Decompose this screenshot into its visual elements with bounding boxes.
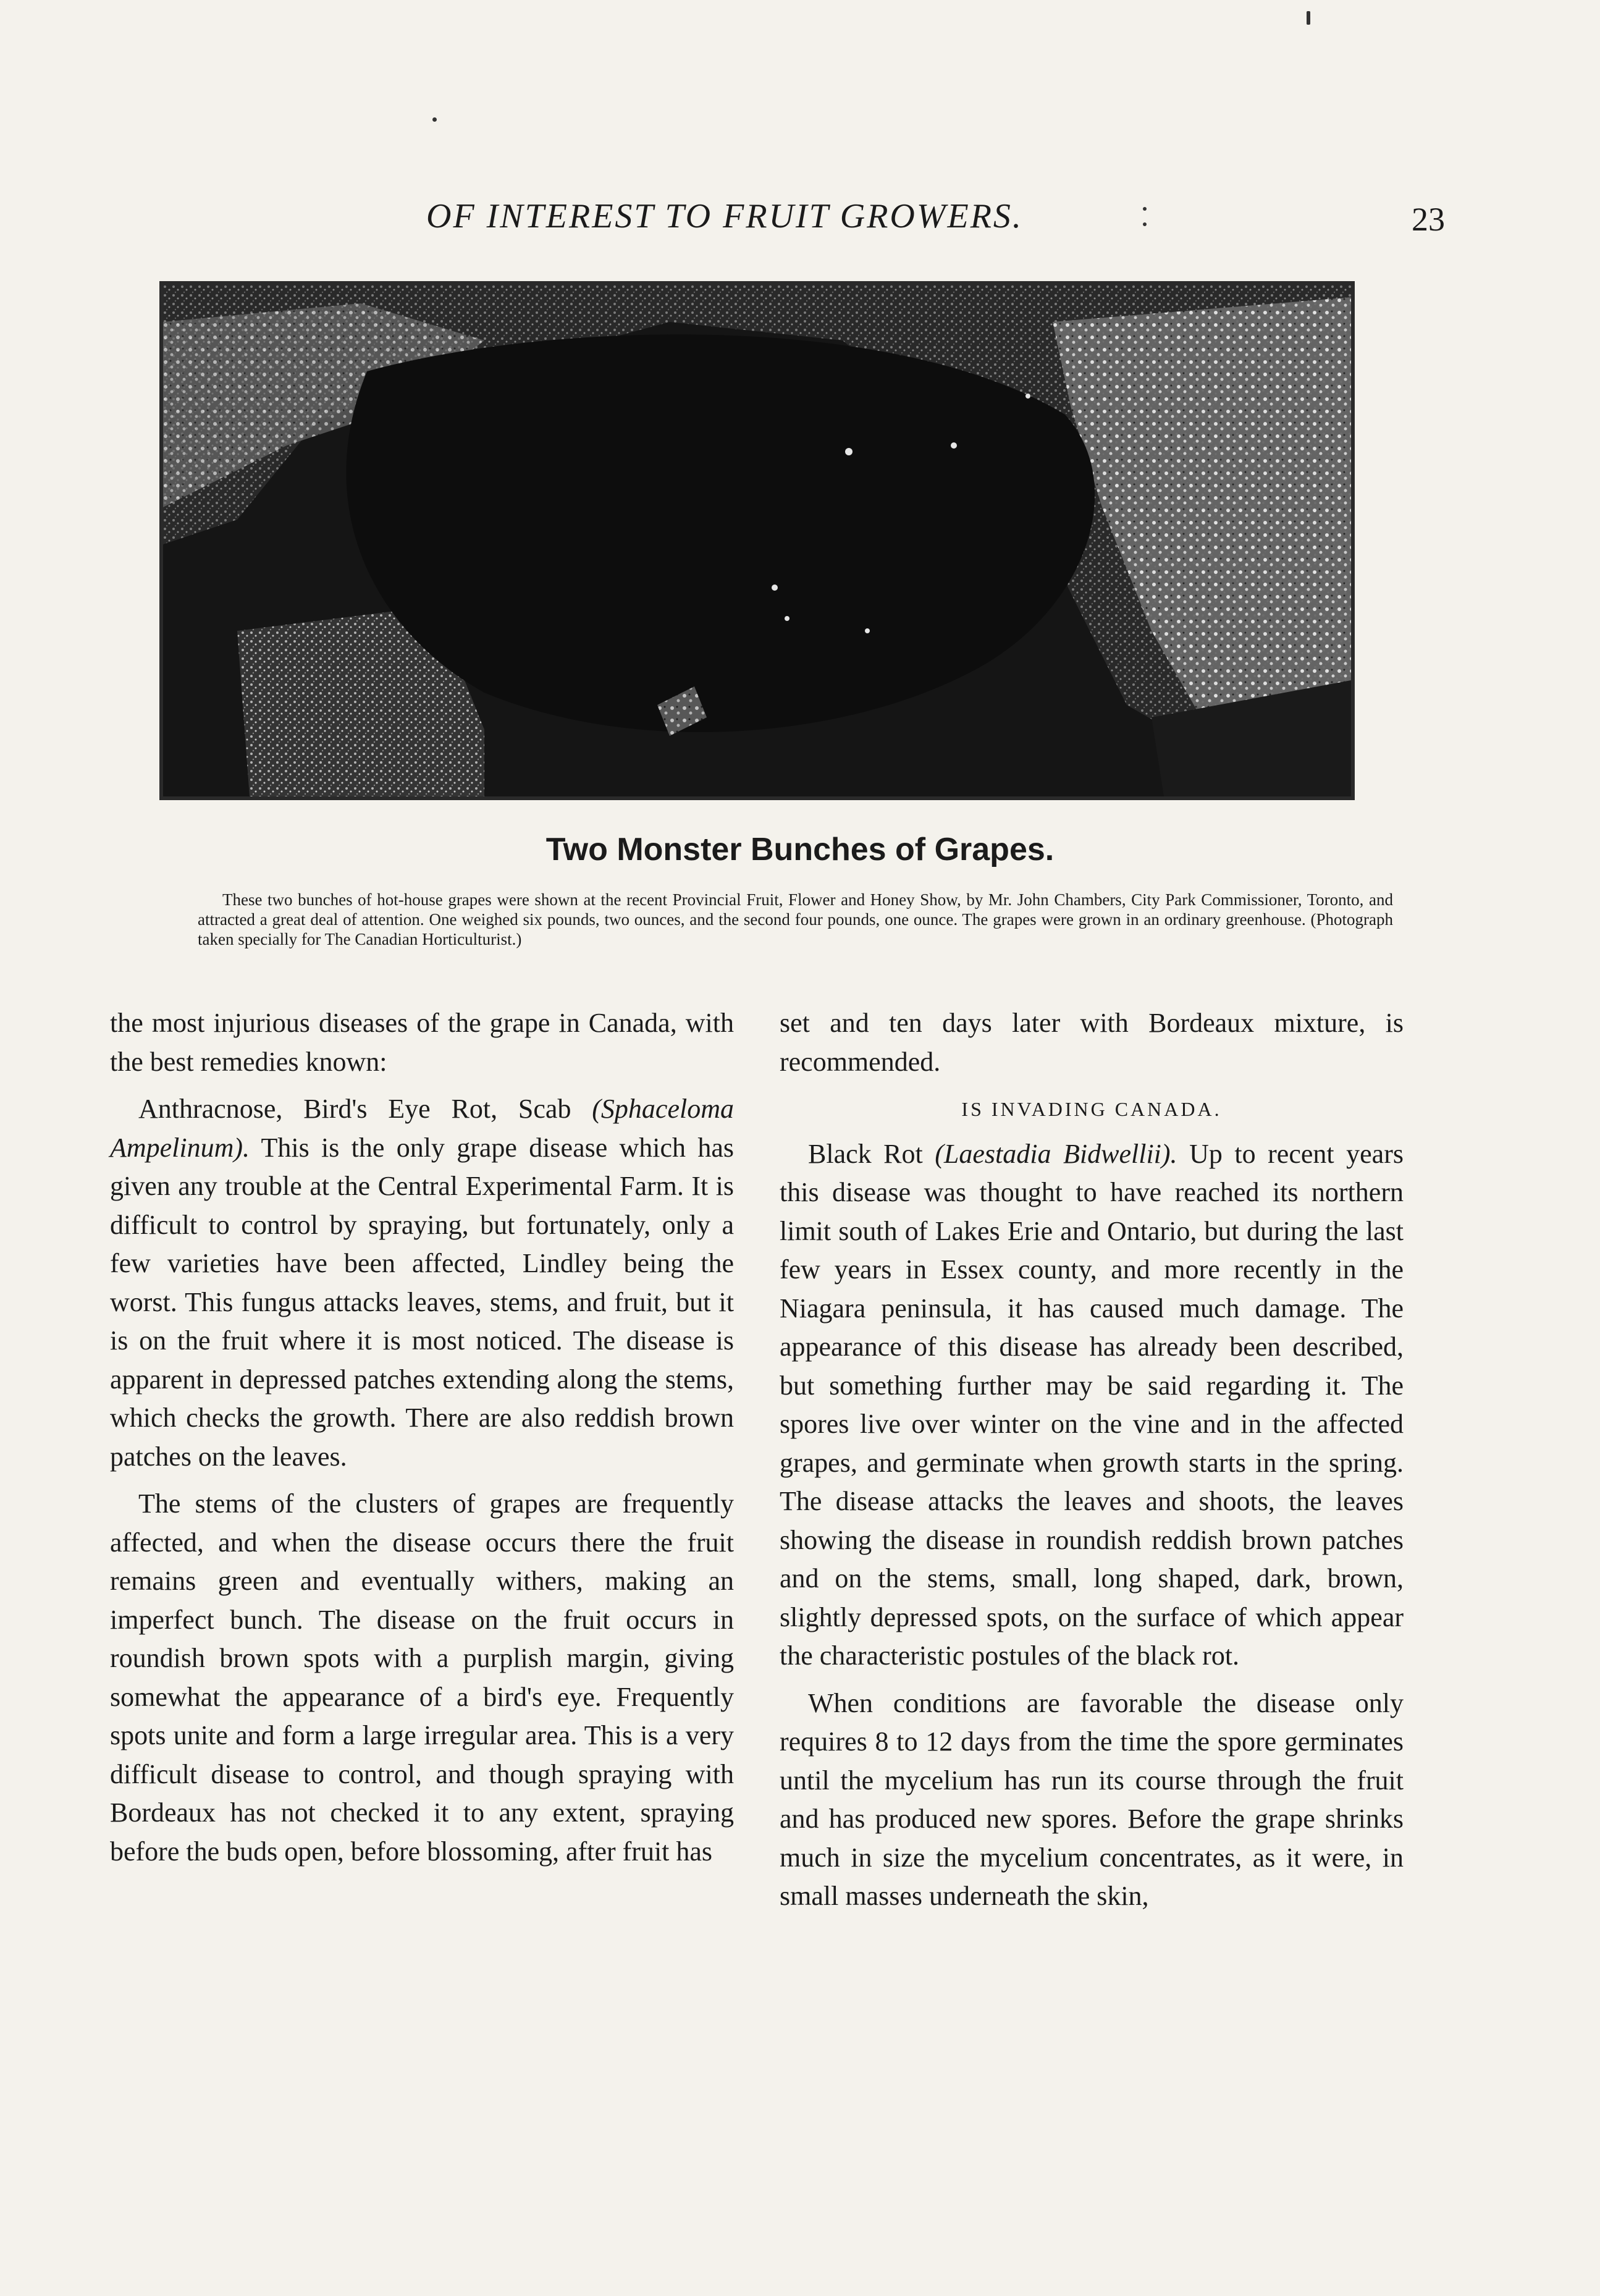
page-header	[0, 196, 1600, 246]
disease-name: Anthracnose, Bird's Eye Rot, Scab	[138, 1094, 592, 1124]
paragraph: the most injurious diseases of the grape in Canada, with the best remedies known:	[110, 1008, 734, 1077]
paragraph-black-rot	[780, 1135, 1404, 1676]
figure-caption: These two bunches of hot-house grapes were shown at the recent Provincial Fruit, Flower and Honey Show, by Mr. John Chambers, City Park Commissioner, Toronto, and attracted a great deal of attention. One weighed six pounds, two ounces, and the second four pounds, one ounce. The grapes were grown in an ordinary greenhouse. (Photograph taken specially for The Canadian Horticulturist.)	[198, 890, 1393, 948]
paragraph: set and ten days later with Bordeaux mixture, is recommended.	[780, 1008, 1404, 1077]
page-speck	[432, 117, 437, 122]
right-column	[780, 1004, 1404, 1925]
running-title: OF INTEREST TO FRUIT GROWERS.	[426, 197, 1023, 235]
page-speck	[1307, 11, 1310, 25]
paragraph-text: This is the only grape disease which has given any trouble at the Central Experimental Farm. It is difficult to control by spraying, but fortunately, only a few varieties have been affected, Lindley being the worst. This fungus attacks leaves, stems, and fruit, but it is on the fruit where it is most noticed. The disease is apparent in depressed patches extending along the stems, which checks the growth. There are also reddish brown patches on the leaves.	[110, 1132, 734, 1472]
figure-title: Two Monster Bunches of Grapes.	[545, 832, 1055, 867]
grape-photograph	[159, 281, 1355, 800]
paragraph-text: Up to recent years this disease was thought to have reached its northern limit south of Lakes Erie and Ontario, but during the last few years in Essex county, and more recently in the Niagara peninsula, it has caused much damage. The appearance of this disease has already been described, but something further may be said regarding it. The spores live over winter on the vine and in the affected grapes, and germinate when growth starts in the spring. The disease attacks the leaves and shoots, the leaves showing the disease in roundish reddish brown patches and on the stems, small, long shaped, dark, brown, slightly depressed spots, on the surface of which appear the characteristic postules of the black rot.	[780, 1138, 1404, 1671]
latin-name: (Sphaceloma Ampelinum).	[110, 1094, 734, 1163]
paragraph: When conditions are favorable the disease only requires 8 to 12 days from the time the spore germinates until the mycelium has run its course through the fruit and has produced new spores. Before the grape shrinks much in size the mycelium concentrates, as it were, in small masses underneath the skin,	[780, 1687, 1404, 1911]
page-speck	[1143, 207, 1147, 211]
left-column	[110, 1004, 734, 1880]
grape-photo-image	[163, 285, 1351, 796]
latin-name: (Laestadia Bidwellii).	[935, 1138, 1177, 1169]
paragraph-anthracnose	[110, 1090, 734, 1476]
page-speck	[1143, 222, 1147, 226]
section-subhead: IS INVADING CANADA.	[961, 1098, 1222, 1120]
page-number: 23	[1412, 201, 1445, 238]
disease-name: Black Rot	[808, 1138, 935, 1169]
paragraph: The stems of the clusters of grapes are frequently affected, and when the disease occurs there the fruit remains green and eventually withers, making an imperfect bunch. The disease on the fruit occurs in roundish brown spots with a purplish margin, giving somewhat the appearance of a bird's eye. Frequently spots unite and form a large irregular area. This is a very difficult disease to control, and though spraying with Bordeaux has not checked it to any extent, spraying before the buds open, before blossoming, after fruit has	[110, 1488, 734, 1867]
